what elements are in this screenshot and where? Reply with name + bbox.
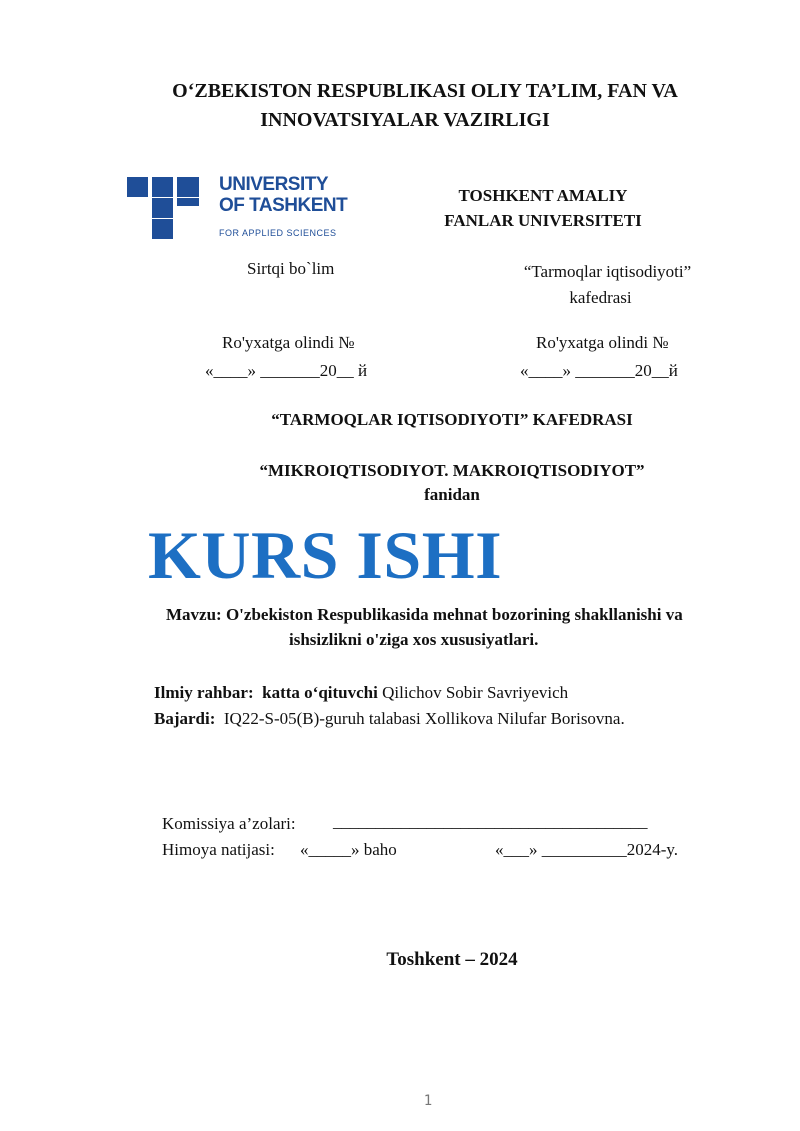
supervisor-line: [154, 683, 568, 703]
supervisor-name: Qilichov Sobir Savriyevich: [382, 683, 569, 702]
university-logo-icon: [127, 177, 199, 239]
subject-line-2: fanidan: [424, 485, 480, 504]
ministry-line-2: INNOVATSIYALAR VAZIRLIGI: [260, 109, 550, 131]
defense-label: Himoya natijasi:: [162, 840, 275, 859]
registry-right-date: «____» _______20__й: [520, 361, 678, 380]
right-department-line-1: “Tarmoqlar iqtisodiyoti”: [523, 262, 692, 281]
logo-line-2: OF TASHKENT: [219, 195, 348, 216]
university-name: [418, 183, 668, 233]
performer-label: Bajardi:: [154, 709, 216, 728]
logo-line-1: UNIVERSITY: [219, 174, 329, 195]
defense-grade: «_____» baho: [300, 840, 397, 859]
commission-signature-line: _____________________________________: [333, 812, 648, 831]
supervisor-title: katta o‘qituvchi: [262, 683, 378, 702]
registry-right-label: Ro'yxatga olindi №: [536, 333, 669, 352]
defense-date: «___» __________2024-y.: [495, 840, 679, 859]
commission-label: Komissiya a’zolari:: [162, 814, 296, 833]
ministry-line-1: O‘ZBEKISTON RESPUBLIKASI OLIY TA’LIM, FAN VA: [172, 80, 678, 102]
city-year: Toshkent – 2024: [386, 949, 518, 970]
ministry-header: [0, 77, 800, 135]
page-number: 1: [423, 1093, 433, 1109]
left-department: Sirtqi bo`lim: [247, 259, 335, 278]
logo-line-3: FOR APPLIED SCIENCES: [219, 228, 337, 238]
work-type-title: KURS ISHI: [148, 517, 503, 593]
topic-line-2: ishsizlikni o'ziga xos xususiyatlari.: [289, 630, 539, 649]
registry-left-date: «____» _______20__ й: [205, 361, 368, 380]
topic-line-1: Mavzu: O'zbekiston Respublikasida mehnat bozorining shakllanishi va: [166, 605, 683, 624]
performer-text: IQ22-S-05(B)-guruh talabasi Xollikova Nilufar Borisovna.: [223, 709, 625, 728]
right-department: [500, 259, 715, 311]
university-line-1: TOSHKENT AMALIY: [458, 186, 628, 205]
registry-left-label: Ro'yxatga olindi №: [222, 333, 355, 352]
right-department-line-2: kafedrasi: [569, 288, 632, 307]
supervisor-label: Ilmiy rahbar:: [154, 683, 254, 702]
performer-line: [154, 709, 625, 729]
university-line-2: FANLAR UNIVERSITETI: [444, 211, 642, 230]
university-logo-text: [219, 174, 347, 238]
department-title: “TARMOQLAR IQTISODIYOTI” KAFEDRASI: [271, 410, 633, 429]
subject-line-1: “MIKROIQTISODIYOT. MAKROIQTISODIYOT”: [259, 461, 645, 480]
